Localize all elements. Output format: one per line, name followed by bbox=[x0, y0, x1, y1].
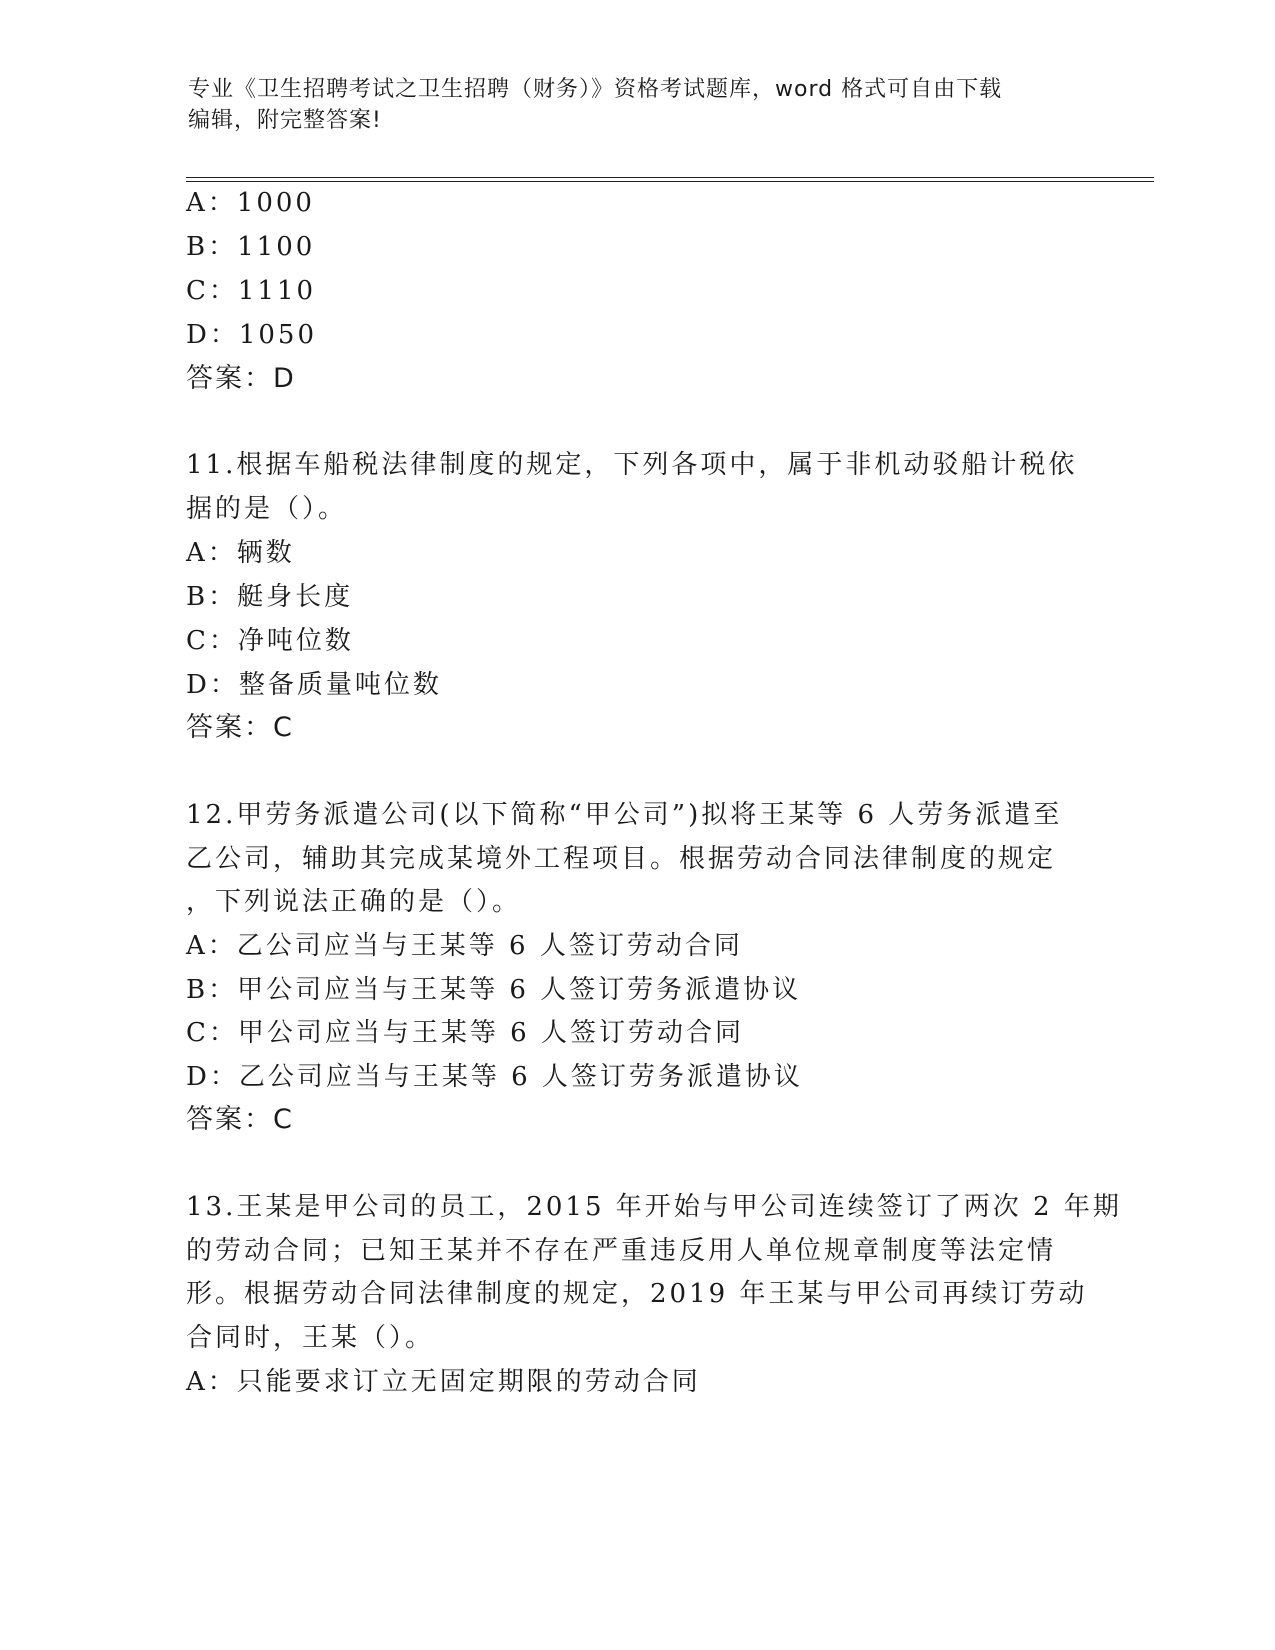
header-line-1: 专业《卫生招聘考试之卫生招聘（财务）》资格考试题库，word 格式可自由下载 bbox=[188, 77, 1003, 102]
q12-stem-line-3: ，下列说法正确的是（）。 bbox=[186, 887, 522, 917]
q12-option-d: D：乙公司应当与王某等 6 人签订劳务派遣协议 bbox=[186, 1062, 803, 1092]
header-divider-bottom bbox=[186, 181, 1154, 182]
q13-stem-line-2: 的劳动合同；已知王某并不存在严重违反用人单位规章制度等法定情 bbox=[186, 1236, 1057, 1266]
q13-option-a: A：只能要求订立无固定期限的劳动合同 bbox=[186, 1367, 701, 1397]
q11-option-b: B：艇身长度 bbox=[186, 582, 354, 612]
q12-option-a: A：乙公司应当与王某等 6 人签订劳动合同 bbox=[186, 931, 743, 961]
q12-stem-line-2: 乙公司，辅助其完成某境外工程项目。根据劳动合同法律制度的规定 bbox=[186, 844, 1057, 874]
q10-option-b: B：1100 bbox=[186, 232, 316, 262]
q12-answer: 答案：C bbox=[186, 1104, 294, 1135]
q11-option-a: A：辆数 bbox=[186, 538, 295, 568]
q11-answer: 答案：C bbox=[186, 712, 294, 743]
q10-option-d: D：1050 bbox=[186, 320, 318, 350]
q11-option-c: C：净吨位数 bbox=[186, 626, 354, 656]
q12-option-c: C：甲公司应当与王某等 6 人签订劳动合同 bbox=[186, 1018, 744, 1048]
q13-stem-line-3: 形。根据劳动合同法律制度的规定，2019 年王某与甲公司再续订劳动 bbox=[186, 1279, 1088, 1309]
q11-option-d: D：整备质量吨位数 bbox=[186, 670, 442, 700]
q13-stem-line-4: 合同时，王某（）。 bbox=[186, 1323, 435, 1353]
header-divider-top bbox=[186, 177, 1154, 178]
q10-option-c: C：1110 bbox=[186, 276, 317, 306]
q10-answer: 答案：D bbox=[186, 363, 296, 394]
q12-stem-line-1: 12.甲劳务派遣公司(以下简称“甲公司”)拟将王某等 6 人劳务派遣至 bbox=[186, 800, 1063, 830]
q10-option-a: A：1000 bbox=[186, 188, 315, 218]
q11-stem-line-2: 据的是（）。 bbox=[186, 494, 348, 524]
q13-stem-line-1: 13.王某是甲公司的员工，2015 年开始与甲公司连续签订了两次 2 年期 bbox=[186, 1192, 1122, 1222]
document-header bbox=[188, 74, 1088, 136]
q12-option-b: B：甲公司应当与王某等 6 人签订劳务派遣协议 bbox=[186, 975, 802, 1005]
header-line-2: 编辑，附完整答案! bbox=[188, 108, 382, 133]
q11-stem-line-1: 11.根据车船税法律制度的规定，下列各项中，属于非机动驳船计税依 bbox=[186, 450, 1078, 480]
